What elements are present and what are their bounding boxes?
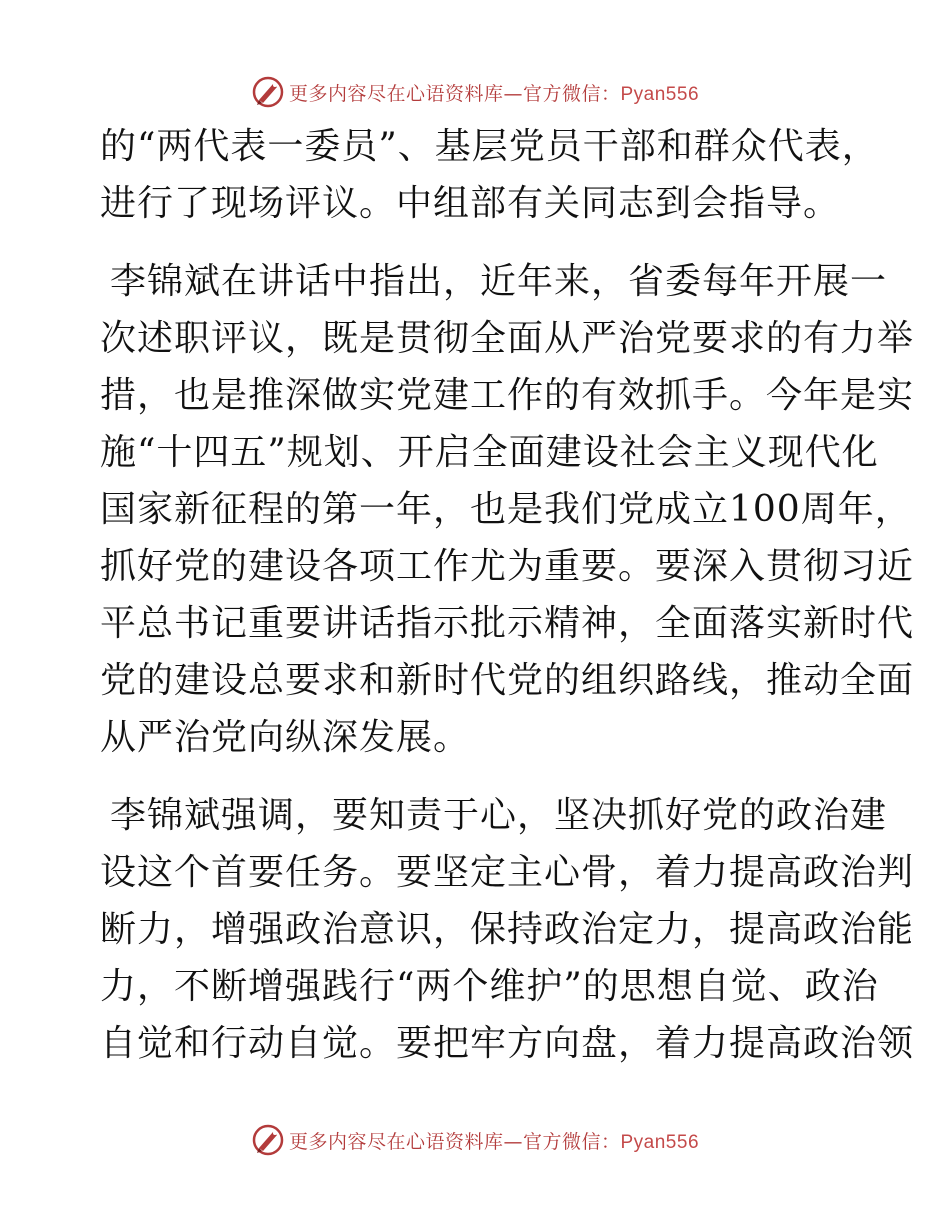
watermark-text-bottom: 更多内容尽在心语资料库—官方微信：Pyan556 [288, 1130, 700, 1153]
text-line: 平总书记重要讲话指示批示精神，全面落实新时代 [100, 603, 915, 644]
text-line: 措，也是推深做实党建工作的有效抓手。今年是实 [100, 375, 915, 416]
text-line: 党的建设总要求和新时代党的组织路线，推动全面 [100, 660, 915, 701]
paragraph-1 [100, 118, 879, 232]
text-line: 次述职评议，既是贯彻全面从严治党要求的有力举 [100, 318, 915, 359]
text-line: 李锦斌强调，要知责于心，坚决抓好党的政治建 [110, 795, 888, 836]
text-line: 国家新征程的第一年，也是我们党成立100周年， [100, 489, 912, 530]
paragraph-2 [100, 253, 915, 766]
text-line: 的“两代表一委员”、基层党员干部和群众代表， [100, 126, 879, 167]
text-line: 自觉和行动自觉。要把牢方向盘，着力提高政治领 [100, 1023, 915, 1064]
text-line: 力，不断增强践行“两个维护”的思想自觉、政治 [100, 966, 879, 1007]
text-line: 施“十四五”规划、开启全面建设社会主义现代化 [100, 432, 879, 473]
watermark-text-top: 更多内容尽在心语资料库—官方微信：Pyan556 [288, 82, 700, 105]
document-body [100, 118, 915, 1093]
pen-logo-icon [251, 75, 285, 109]
text-line: 李锦斌在讲话中指出，近年来，省委每年开展一 [110, 261, 888, 302]
watermark-banner-top [0, 72, 950, 112]
watermark-banner-bottom [0, 1120, 950, 1160]
paragraph-3 [100, 787, 915, 1072]
text-line: 从严治党向纵深发展。 [100, 717, 471, 758]
text-line: 抓好党的建设各项工作尤为重要。要深入贯彻习近 [100, 546, 915, 587]
text-line: 进行了现场评议。中组部有关同志到会指导。 [100, 183, 841, 224]
pen-logo-icon [251, 1123, 285, 1157]
text-line: 设这个首要任务。要坚定主心骨，着力提高政治判 [100, 852, 915, 893]
text-line: 断力，增强政治意识，保持政治定力，提高政治能 [100, 909, 915, 950]
